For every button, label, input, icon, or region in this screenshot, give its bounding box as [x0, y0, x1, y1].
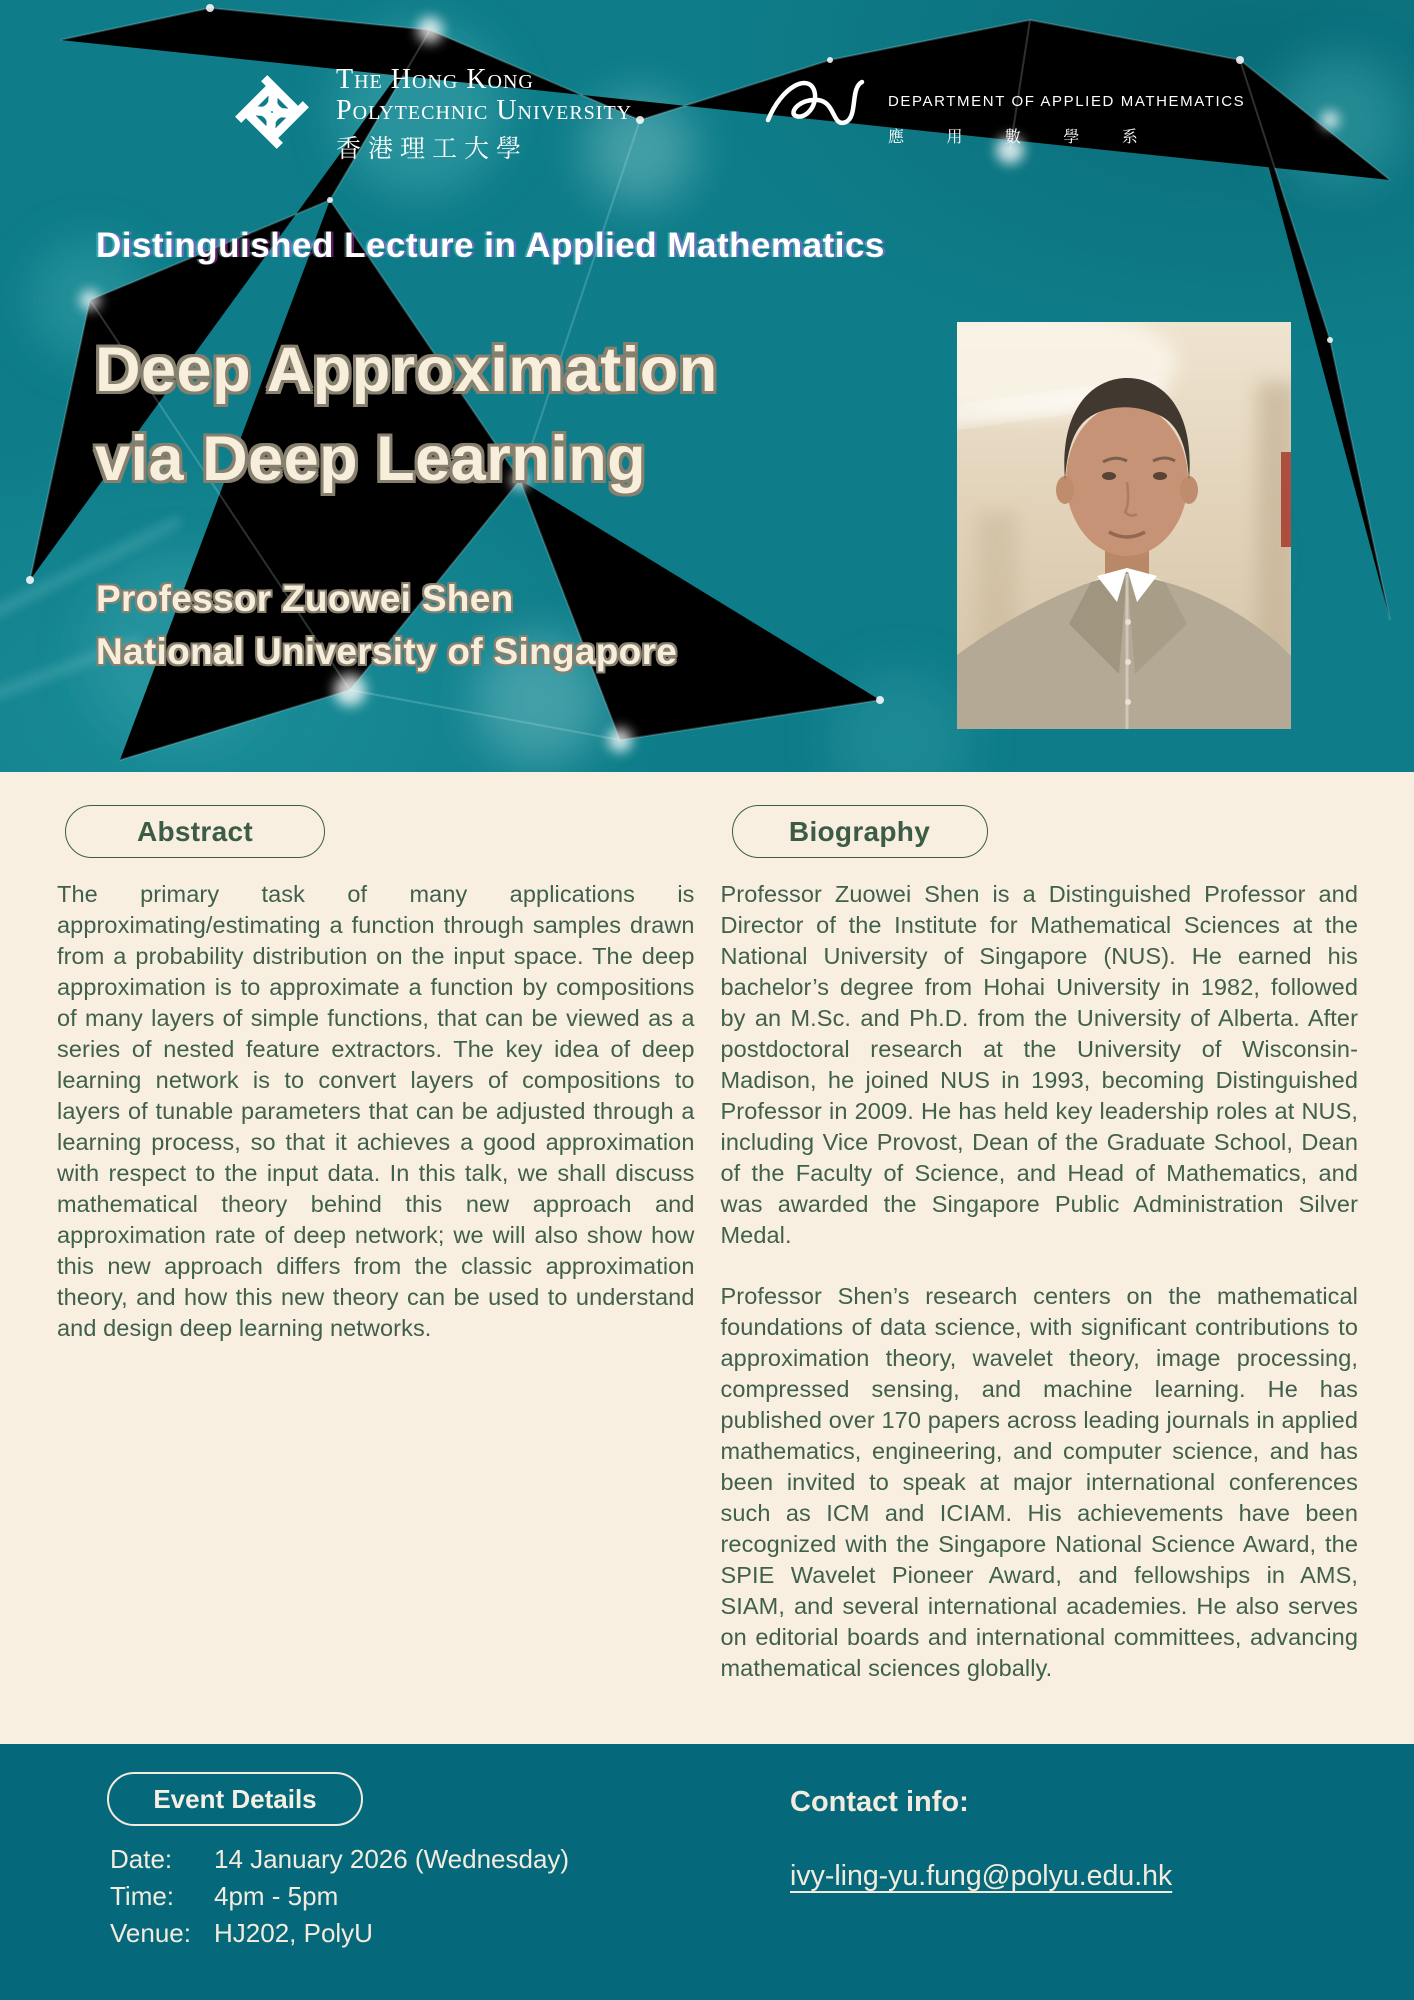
speaker-block — [96, 572, 677, 678]
abstract-heading: Abstract — [137, 815, 253, 847]
abstract-text: The primary task of many applications is approximating/estimating a function through samples drawn from a probability distribution on the input space. The deep approximation is to approximate a function by compositions of many layers of simple functions, that can be viewed as a series of nested feature extractors. The key idea of deep learning network is to convert layers of compositions to layers of tunable parameters that can be adjusted through a learning process, so that it achieves a good approximation with respect to the input data. In this talk, we shall discuss mathematical theory behind this new approach and approximation rate of deep network; we will also show how this new approach differs from the classic approximation theory, and how this new theory can be used to understand and design deep learning networks. — [57, 881, 695, 1341]
wave-logo-icon — [762, 58, 870, 151]
university-name-chinese: 香港理工大學 — [336, 135, 529, 163]
talk-title-line1: Deep Approximation — [95, 335, 718, 405]
department-name-english: DEPARTMENT OF APPLIED MATHEMATICS — [888, 92, 1246, 110]
speaker-photo — [957, 322, 1291, 729]
event-date-value: 14 January 2026 (Wednesday) — [214, 1844, 570, 1874]
polyu-wordmark — [336, 64, 632, 165]
event-time-row — [110, 1878, 569, 1915]
event-time-value: 4pm - 5pm — [214, 1881, 339, 1911]
event-date-row — [110, 1841, 569, 1878]
polyu-logo-icon — [226, 65, 318, 164]
event-details-list — [110, 1841, 569, 1952]
footer-section — [0, 1744, 1414, 2000]
event-details-pill — [107, 1772, 363, 1826]
department-texts — [888, 63, 1245, 147]
talk-title — [95, 326, 718, 504]
contact-block — [790, 1786, 1172, 1893]
contact-email-link[interactable]: ivy-ling-yu.fung@polyu.edu.hk — [790, 1860, 1173, 1892]
event-venue-value: HJ202, PolyU — [214, 1918, 373, 1948]
speaker-affiliation: National University of Singapore — [96, 631, 678, 672]
biography-section — [721, 805, 1359, 1684]
department-name-chinese: 應 用 數 學 系 — [888, 128, 1157, 146]
department-logo — [762, 58, 1245, 151]
event-time-label: Time: — [110, 1881, 175, 1911]
biography-paragraph-1: Professor Zuowei Shen is a Distinguished Professor and Director of the Institute for Mathematical Sciences at the National University of Singapore (NUS). He earned his bachelor’s degree from Hohai University in 1982, followed by an M.Sc. and Ph.D. from the University of Alberta. After postdoctoral research at the University of Wisconsin-Madison, he joined NUS in 1993, becoming Distinguished Professor in 2009. He has held key leadership roles at NUS, including Vice Provost, Dean of the Graduate School, Dean of the Faculty of Science, and Head of Mathematics, and was awarded the Singapore Public Administration Silver Medal. — [720, 881, 1358, 1248]
portrait-illustration — [957, 322, 1291, 729]
biography-heading-pill — [732, 805, 988, 858]
event-venue-label: Venue: — [110, 1918, 191, 1948]
university-name-line2: Polytechnic University — [336, 95, 633, 126]
event-details-heading: Event Details — [153, 1783, 317, 1814]
content-section — [0, 772, 1414, 1744]
series-title: Distinguished Lecture in Applied Mathematics — [96, 226, 885, 265]
talk-title-line2: via Deep Learning — [95, 424, 647, 494]
university-name-line1: The Hong Kong — [336, 64, 534, 95]
event-date-label: Date: — [110, 1844, 173, 1874]
biography-heading: Biography — [788, 815, 931, 847]
biography-paragraph-2: Professor Shen’s research centers on the mathematical foundations of data science, with significant contributions to approximation theory, wavelet theory, image processing, compressed sensing, and machine learning. He has published over 170 papers across leading journals in applied mathematics, engineering, and computer science, and has been invited to speak at major international conferences such as ICM and ICIAM. His achievements have been recognized with the Singapore National Science Award, the SPIE Wavelet Pioneer Award, and fellowships in AMS, SIAM, and several international academies. He also serves on editorial boards and international committees, advancing mathematical sciences globally. — [720, 1283, 1358, 1681]
event-venue-row — [110, 1915, 569, 1952]
speaker-name: Professor Zuowei Shen — [96, 578, 514, 619]
abstract-heading-pill — [65, 805, 325, 858]
hero-banner — [0, 0, 1414, 772]
abstract-section — [57, 805, 695, 1684]
contact-heading: Contact info: — [790, 1786, 969, 1818]
polyu-logo — [226, 64, 632, 165]
